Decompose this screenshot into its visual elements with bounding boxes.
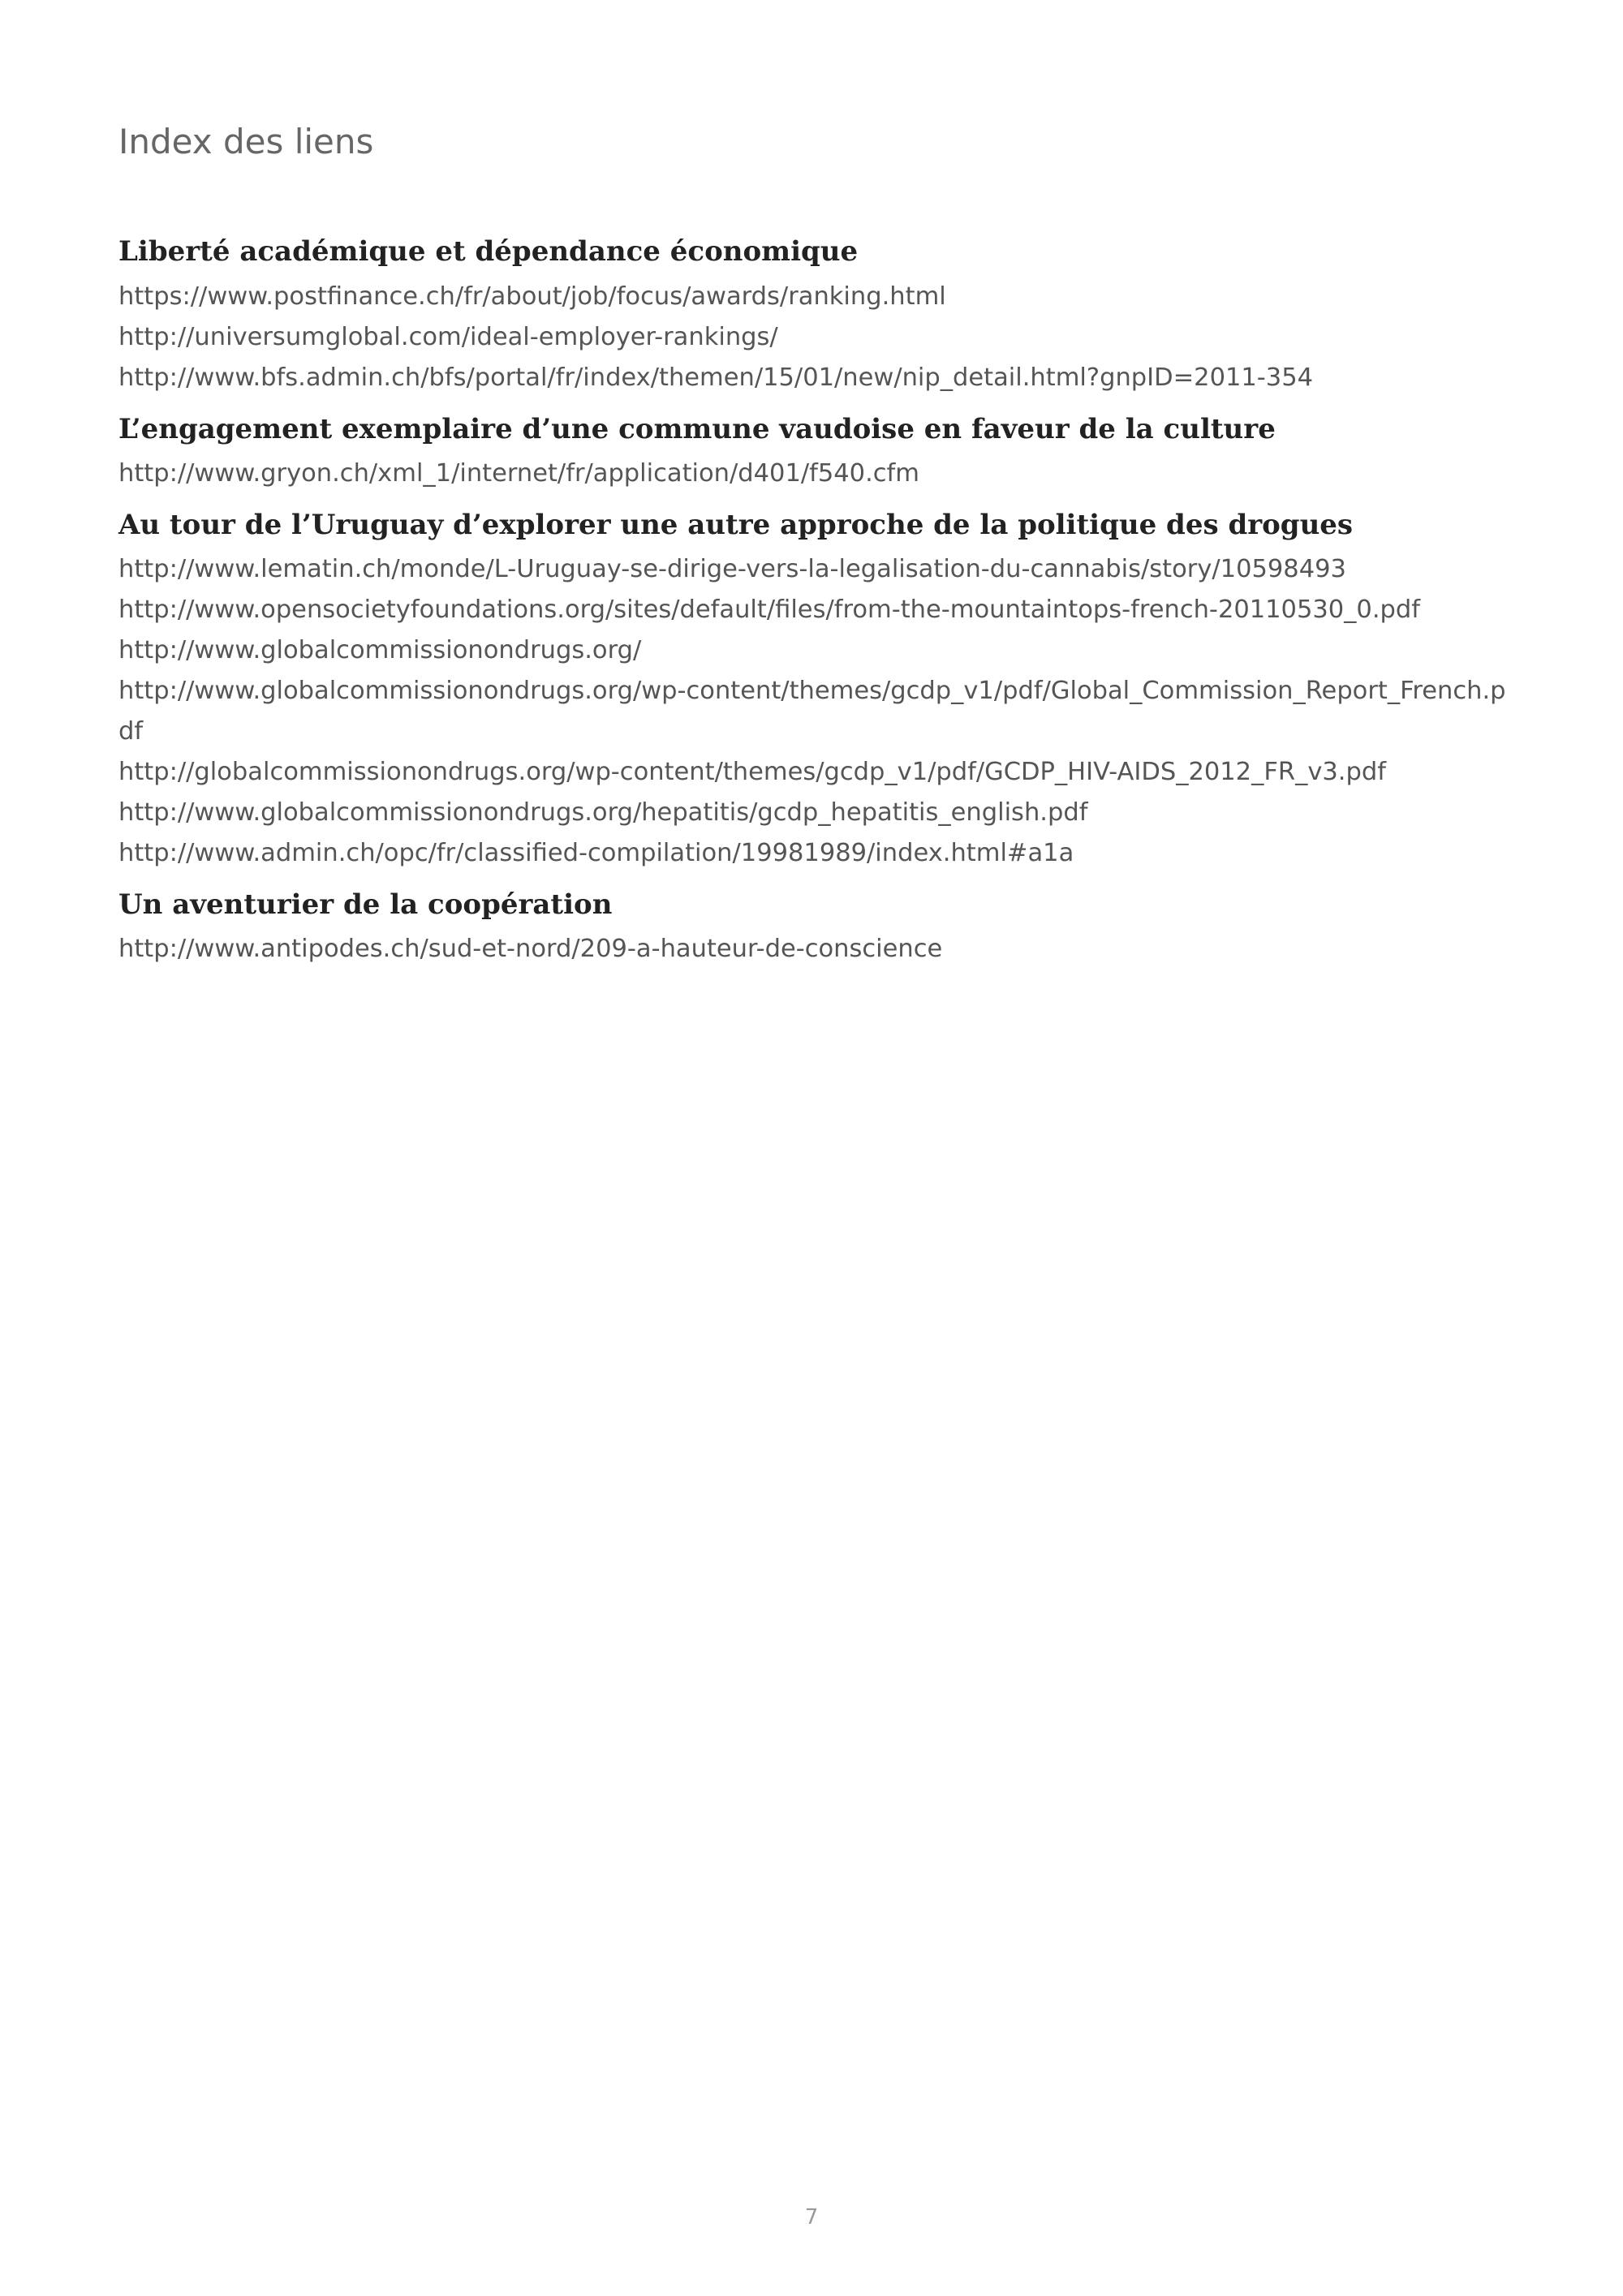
link-gryon[interactable]: http://www.gryon.ch/xml_1/internet/fr/application/d401/f540.cfm: [118, 458, 919, 488]
page-title: Index des liens: [118, 122, 374, 161]
link-globalcommission-home[interactable]: http://www.globalcommissionondrugs.org/: [118, 635, 642, 664]
link-globalcommission-hiv-aids[interactable]: http://globalcommissionondrugs.org/wp-content/themes/gcdp_v1/pdf/GCDP_HIV-AIDS_2012_FR_v3.pdf: [118, 757, 1386, 786]
link-list: [118, 277, 1514, 398]
section-aventurier-cooperation: [118, 887, 1514, 970]
page-number: 7: [804, 2205, 819, 2229]
link-list: [118, 549, 1514, 874]
link-universumglobal[interactable]: http://universumglobal.com/ideal-employer-rankings/: [118, 322, 778, 351]
section-heading: L’engagement exemplaire d’une commune vaudoise en faveur de la culture: [118, 412, 1276, 445]
section-liberte-academique: [118, 234, 1514, 398]
link-list: [118, 454, 1514, 494]
link-globalcommission-hepatitis[interactable]: http://www.globalcommissionondrugs.org/hepatitis/gcdp_hepatitis_english.pdf: [118, 798, 1088, 827]
document-page: [118, 122, 1514, 982]
link-lematin[interactable]: http://www.lematin.ch/monde/L-Uruguay-se-dirige-vers-la-legalisation-du-cannabis/story/10598493: [118, 554, 1346, 583]
section-heading: Liberté académique et dépendance économique: [118, 235, 859, 269]
link-postfinance[interactable]: https://www.postfinance.ch/fr/about/job/focus/awards/ranking.html: [118, 282, 946, 311]
section-engagement-commune: [118, 411, 1514, 494]
section-heading: Un aventurier de la coopération: [118, 888, 613, 921]
link-opensociety[interactable]: http://www.opensocietyfoundations.org/sites/default/files/from-the-mountaintops-french-20110530_0.pdf: [118, 595, 1420, 624]
link-admin-classified[interactable]: http://www.admin.ch/opc/fr/classified-compilation/19981989/index.html#a1a: [118, 838, 1074, 867]
link-antipodes[interactable]: http://www.antipodes.ch/sud-et-nord/209-a-hauteur-de-conscience: [118, 935, 943, 964]
section-uruguay-drogues: [118, 507, 1514, 874]
section-heading: Au tour de l’Uruguay d’explorer une autre approche de la politique des drogues: [118, 508, 1354, 541]
link-globalcommission-report[interactable]: http://www.globalcommissionondrugs.org/wp-content/themes/gcdp_v1/pdf/Global_Commission_Report_French.pdf: [118, 676, 1506, 746]
link-bfs-admin[interactable]: http://www.bfs.admin.ch/bfs/portal/fr/index/themen/15/01/new/nip_detail.html?gnpID=2011-354: [118, 363, 1314, 392]
link-list: [118, 929, 1514, 970]
